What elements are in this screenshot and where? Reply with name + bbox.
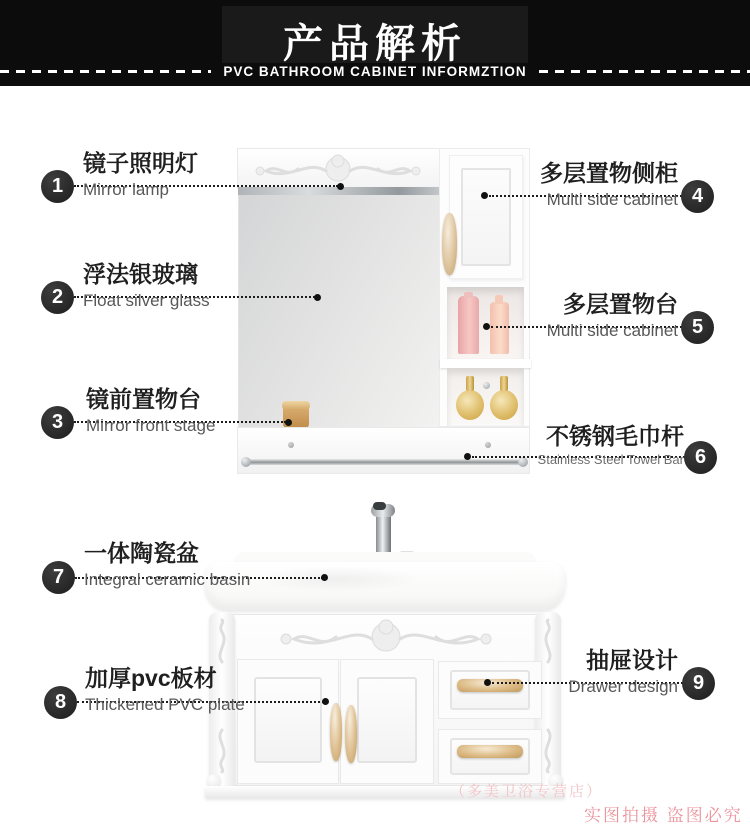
callout-label-zh: 抽屉设计 [586, 647, 678, 673]
towel-bar [244, 459, 525, 465]
gold-bottle-1 [456, 390, 484, 420]
callout-float-silver-glass [83, 261, 210, 313]
anti-copy-watermark: 实图拍摄 盗图必究 [584, 806, 743, 825]
header-banner [0, 0, 750, 86]
callout-towel-bar [538, 423, 684, 469]
callout-badge-1: 1 [41, 170, 74, 203]
callout-drawer-design [568, 647, 678, 699]
callout-mirror-front-stage [86, 386, 215, 438]
door-handle-right [345, 705, 357, 763]
side-cabinet [439, 148, 530, 427]
callout-dot-5 [483, 323, 490, 330]
page-subtitle: PVC BATHROOM CABINET INFORMZTION [223, 63, 527, 79]
callout-ceramic-basin [84, 540, 250, 592]
callout-label-zh: 多层置物台 [563, 291, 678, 317]
gold-bottle-2 [490, 390, 518, 420]
callout-label-en: Integral ceramic basin [84, 569, 251, 589]
side-shelf-lower [447, 368, 524, 426]
callout-badge-8: 8 [44, 686, 77, 719]
shelf-screw-right [485, 442, 491, 448]
callout-dot-6 [464, 453, 471, 460]
callout-label-zh: 镜前置物台 [86, 386, 201, 412]
callout-badge-7: 7 [42, 561, 75, 594]
callout-label-zh: 不锈钢毛巾杆 [546, 423, 684, 449]
callout-mirror-lamp [83, 150, 198, 202]
towel-bar-cap-right [518, 457, 528, 467]
store-watermark: （多美卫浴专营店） [450, 783, 604, 800]
page-title: 产品解析 [283, 22, 467, 66]
callout-label-en: Float silver glass [83, 290, 210, 310]
callout-label-en: Mirror front stage [86, 415, 216, 435]
callout-multi-side-shelf [547, 291, 678, 343]
drawer-lower-handle [457, 745, 523, 758]
mirror-glass [238, 195, 439, 427]
vanity-door-center-panel [357, 677, 417, 763]
drawer-upper [438, 661, 542, 719]
callout-label-en: Multi side cabinet [546, 189, 678, 209]
basin-bowl-shadow [253, 566, 423, 592]
callout-label-en: Mirror lamp [83, 179, 169, 199]
faucet-cap [373, 502, 386, 510]
side-cabinet-door-panel [461, 168, 511, 266]
vanity-illustration [205, 498, 565, 808]
callout-label-zh: 浮法银玻璃 [83, 261, 198, 287]
shelf-screw-left [288, 442, 294, 448]
callout-label-en: Stainless Steel Towel Bar [537, 451, 684, 467]
callout-badge-2: 2 [41, 281, 74, 314]
callout-badge-4: 4 [681, 180, 714, 213]
pink-bottle-2 [490, 302, 509, 354]
door-handle-left [330, 703, 342, 761]
callout-badge-3: 3 [41, 406, 74, 439]
callout-label-en: Drawer design [568, 676, 678, 696]
towel-bar-cap-left [241, 457, 251, 467]
callout-label-zh: 加厚pvc板材 [85, 665, 217, 691]
callout-label-en: Thickened PVC plate [85, 694, 245, 714]
pink-bottle-1 [458, 296, 479, 354]
callout-label-zh: 镜子照明灯 [83, 150, 198, 176]
chrome-knob [483, 382, 490, 389]
callout-dot-2 [314, 294, 321, 301]
callout-badge-9: 9 [682, 667, 715, 700]
callout-dot-1 [337, 183, 344, 190]
callout-dot-4 [481, 192, 488, 199]
callout-multi-side-cabinet [540, 160, 678, 212]
dashed-rule-right [539, 70, 750, 73]
callout-dot-9 [484, 679, 491, 686]
callout-pvc-plate [85, 665, 245, 717]
vanity-door-left-panel [254, 677, 322, 763]
side-cabinet-door [449, 155, 523, 279]
callout-label-zh: 一体陶瓷盆 [84, 540, 199, 566]
callout-dot-3 [285, 419, 292, 426]
callout-dot-8 [322, 698, 329, 705]
callout-label-en: Multi side cabinet [546, 320, 678, 340]
vanity-cabinet [211, 614, 559, 786]
header-subtitle-row [0, 63, 750, 79]
dashed-rule-left [0, 70, 211, 73]
callout-label-zh: 多层置物侧柜 [540, 160, 678, 186]
callout-dot-7 [321, 574, 328, 581]
drawer-lower [438, 729, 542, 784]
cabinet-carving-ornament [271, 617, 501, 659]
mirror-bottom-shelf [237, 427, 530, 474]
side-cabinet-handle [442, 213, 457, 275]
shelf-divider [440, 359, 531, 368]
vanity-door-left [237, 659, 339, 784]
callout-badge-6: 6 [684, 441, 717, 474]
callout-badge-5: 5 [681, 311, 714, 344]
